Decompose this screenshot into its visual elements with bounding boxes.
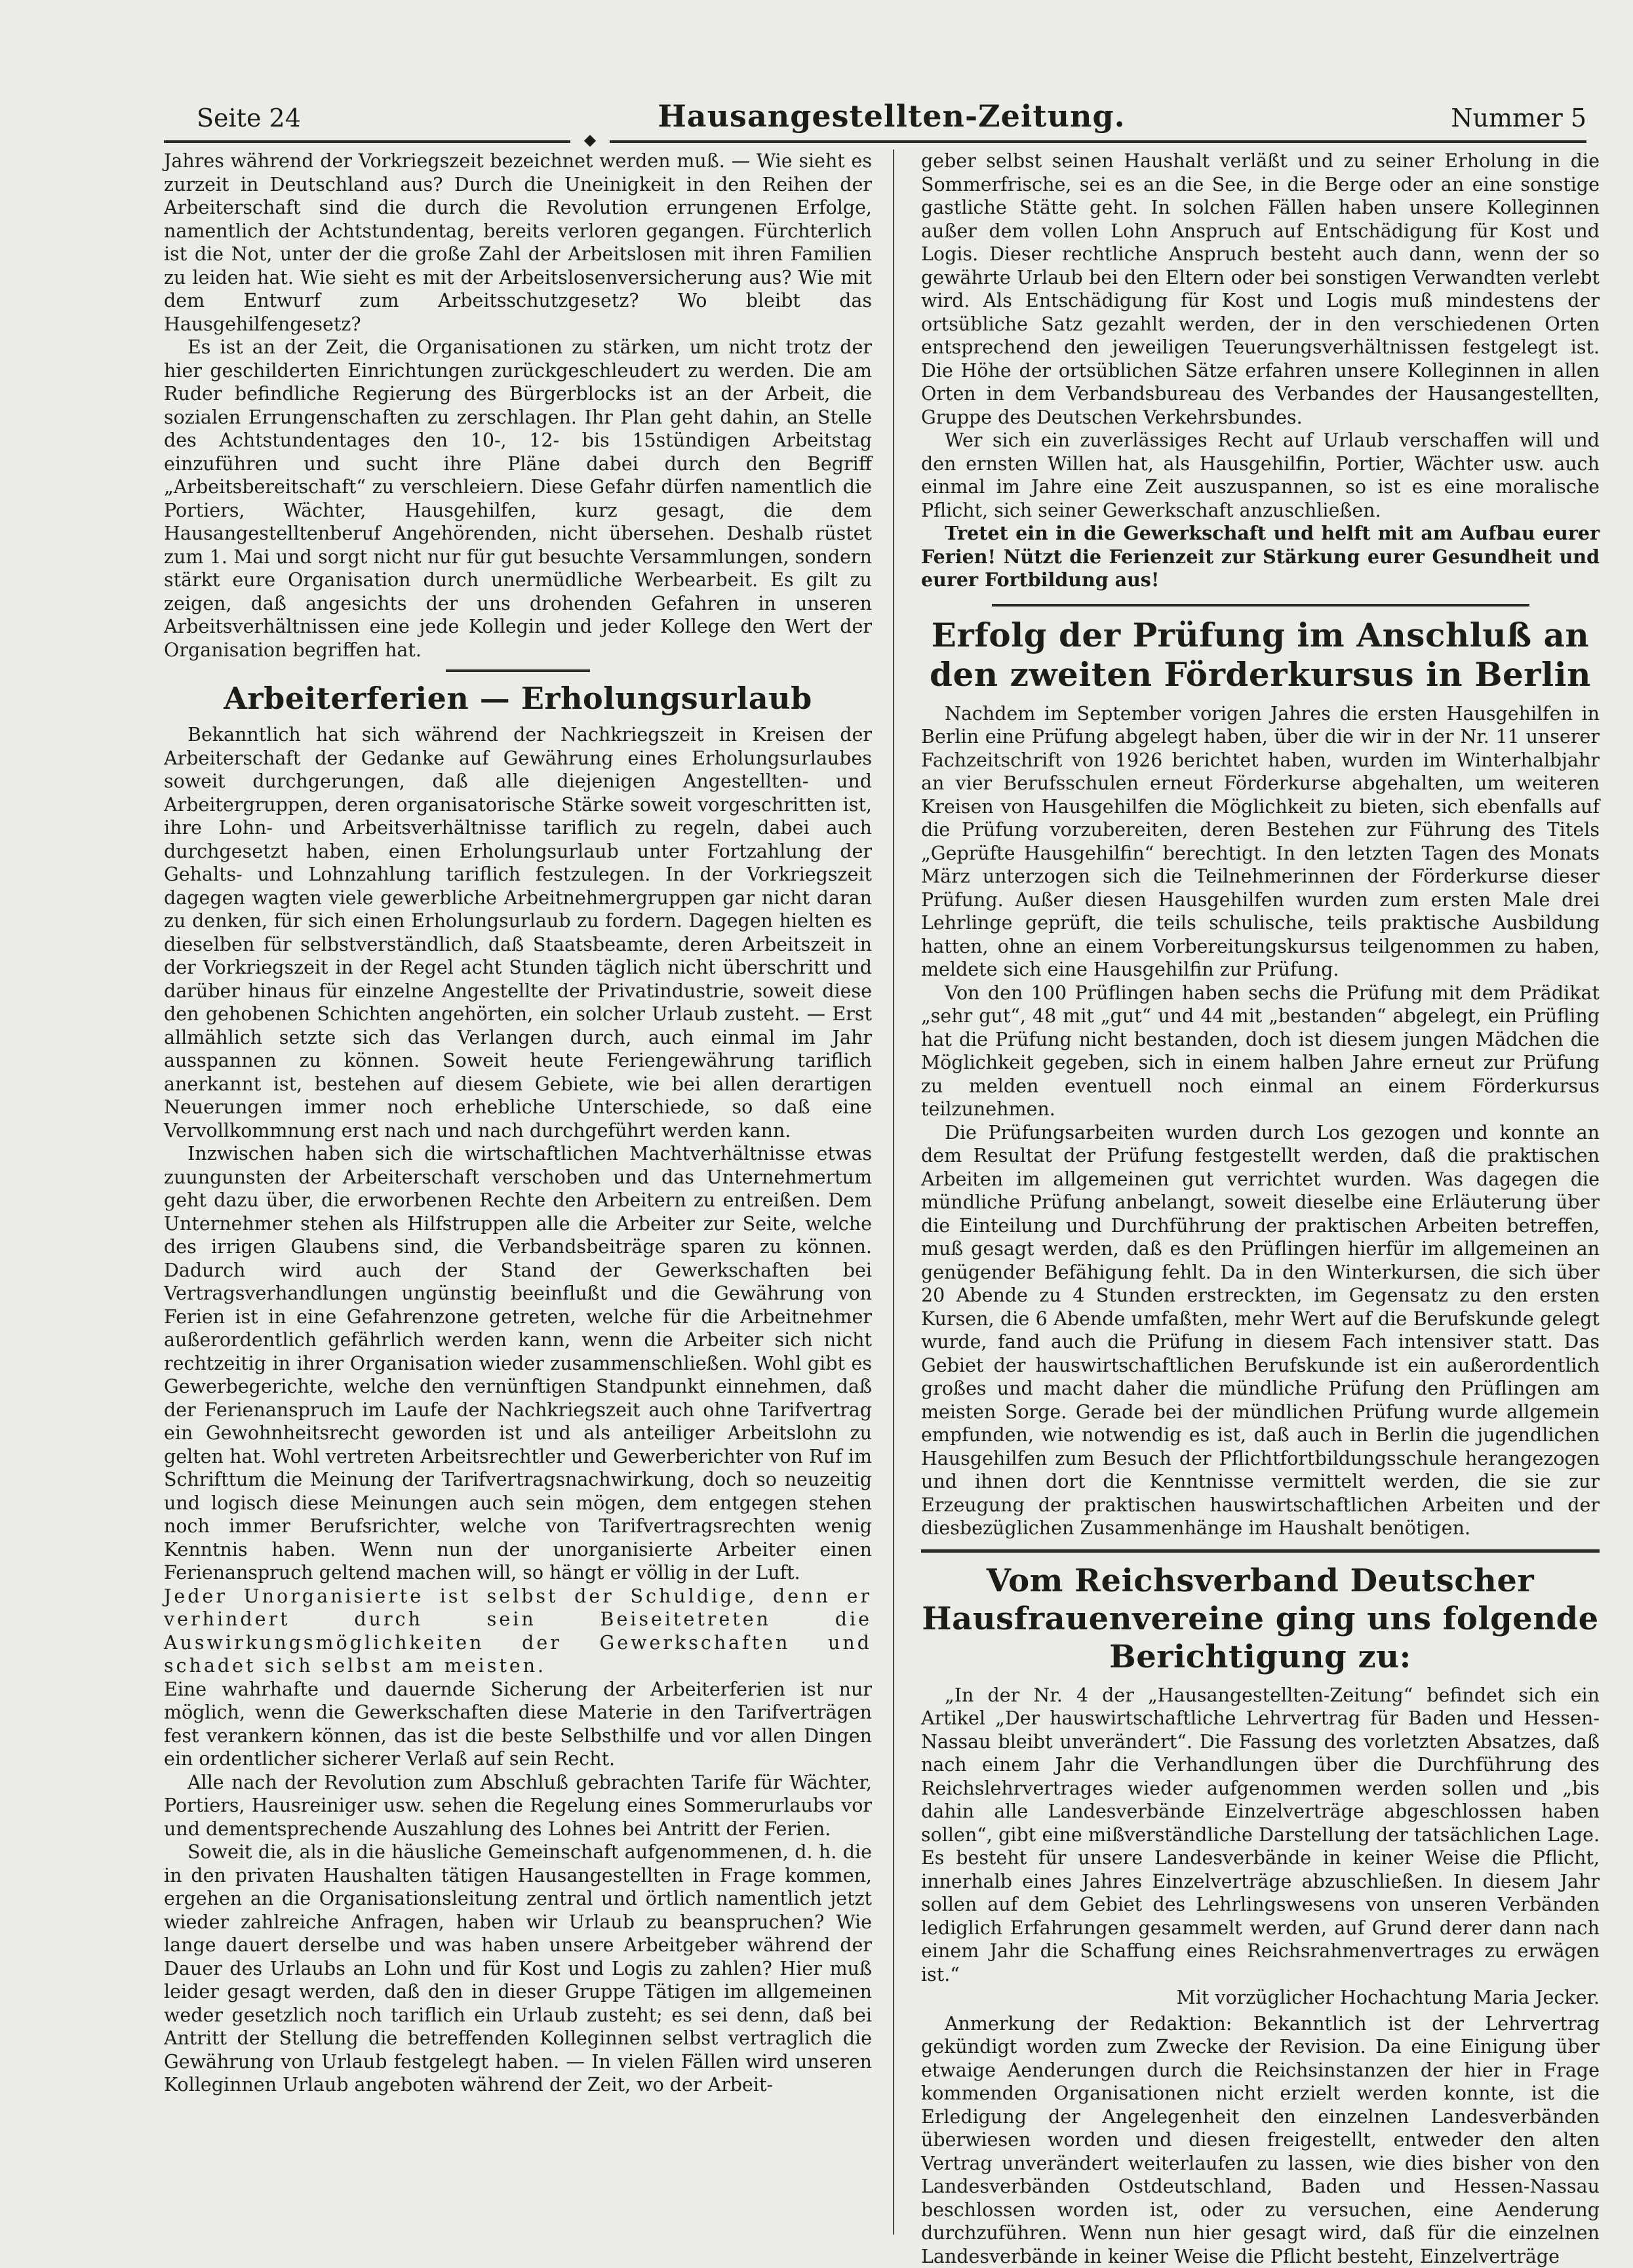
section-rule (992, 604, 1529, 607)
issue-number: Nummer 5 (1451, 104, 1586, 132)
right-column (921, 149, 1600, 2267)
article-paragraph: Eine wahrhafte und dauernde Sicherung der Arbeiterferien ist nur möglich, wenn die Gewerkschaften diese Materie in den Tarifverträgen fest verankern können, das ist die beste Selbsthilfe und vor allen Dingen ein ordentlicher sicherer Verlaß auf sein Recht. (164, 1678, 872, 1770)
page-number: Seite 24 (197, 104, 301, 132)
header-rule (164, 140, 1586, 143)
article-paragraph: Bekanntlich hat sich während der Nachkriegszeit in Kreisen der Arbeiterschaft der Gedanke auf Gewährung eines Erholungsurlaubes soweit durchgerungen, daß alle diejenigen Angestellten- und Arbeitergruppen, deren organisatorische Stärke soweit vorgeschritten ist, ihre Lohn- und Arbeitsverhältnisse tariflich zu regeln, dabei auch durchgesetzt haben, einen Erholungsurlaub unter Fortzahlung der Gehalts- und Lohnzahlung tariflich festzulegen. In der Vorkriegszeit dagegen wagten viele gewerbliche Arbeitnehmergruppen gar nicht daran zu denken, für sich einen Erholungsurlaub zu fordern. Dagegen hielten es dieselben für selbstverständlich, daß Staatsbeamte, deren Arbeitszeit in der Vorkriegszeit in der Regel acht Stunden täglich nicht überschritt und darüber hinaus für einzelne Angestellte der Privatindustrie, soweit diese den gehobenen Schichten angehörten, ein solcher Urlaub zusteht. — Erst allmählich setzte sich das Verlangen durch, auch einmal im Jahr ausspannen zu können. Soweit heute Feriengewährung tariflich anerkannt ist, bestehen auf diesem Gebiete, wie bei allen derartigen Neuerungen immer noch erhebliche Unterschiede, so daß eine Vervollkommnung erst nach und nach durchgeführt werden kann. (164, 724, 872, 1142)
signature: Mit vorzüglicher Hochachtung Maria Jecker. (1176, 1987, 1600, 2008)
article-title-arbeiterferien: Arbeiterferien — Erholungsurlaub (224, 681, 812, 716)
article-paragraph: Alle nach der Revolution zum Abschluß gebrachten Tarife für Wächter, Portiers, Hausreiniger usw. sehen die Regelung eines Sommerurlaubs vor und dementsprechende Auszahlung des Lohnes bei Antritt der Ferien. (164, 1771, 872, 1840)
column-divider (893, 149, 894, 2235)
newspaper-title: Hausangestellten-Zeitung. (658, 98, 1126, 134)
intro-paragraph: Es ist an der Zeit, die Organisationen zu stärken, um nicht trotz der hier geschilderten Einrichtungen zurückgeschleudert zu werden. Die am Ruder befindliche Regierung des Bürgerblocks ist an der Arbeit, die sozialen Errungenschaften zu zerschlagen. Ihr Plan geht dahin, an Stelle des Achtstundentages den 10-, 12- bis 15stündigen Arbeitstag einzuführen und sucht ihre Pläne dabei durch den Begriff „Arbeitsbereitschaft“ zu verschleiern. Diese Gefahr dürfen namentlich die Portiers, Wächter, Hausgehilfen, kurz gesagt, die dem Hausangestelltenberuf Angehörenden, nicht übersehen. Deshalb rüstet zum 1. Mai und sorgt nicht nur für gut besuchte Versammlungen, sondern stärkt eure Organisation durch unermüdliche Werbearbeit. Es gilt zu zeigen, daß angesichts der uns drohenden Gefahren in unseren Arbeitsverhältnissen eine jede Kollegin und jeder Kollege den Wert der Organisation begriffen hat. (164, 336, 872, 661)
left-column (164, 149, 872, 2235)
intro-paragraph: Jahres während der Vorkriegszeit bezeichnet werden muß. — Wie sieht es zurzeit in Deutschland aus? Durch die Uneinigkeit in den Reihen der Arbeiterschaft sind die durch die Revolution errungenen Erfolge, namentlich der Achtstundentag, bereits verloren gegangen. Fürchterlich ist die Not, unter der die große Zahl der Arbeitslosen mit ihren Familien zu leiden hat. Wie sieht es mit der Arbeitslosenversicherung aus? Wie mit dem Entwurf zum Arbeitsschutzgesetz? Wo bleibt das Hausgehilfengesetz? (164, 150, 872, 335)
continuation-paragraph: Wer sich ein zuverlässiges Recht auf Urlaub verschaffen will und den ernsten Willen hat, als Hausgehilfin, Portier, Wächter usw. auch einmal im Jahre eine Zeit auszuspannen, so ist es eine moralische Pflicht, sich seiner Gewerkschaft anzuschließen. (921, 429, 1600, 521)
article-paragraph: Die Prüfungsarbeiten wurden durch Los gezogen und konnte an dem Resultat der Prüfung festgestellt werden, daß die praktischen Arbeiten im allgemeinen gut verrichtet wurden. Was dagegen die mündliche Prüfung anbelangt, soweit dieselbe eine Erläuterung über die Einteilung und Durchführung der praktischen Arbeiten betreffen, muß gesagt werden, daß es den Prüflingen hierfür im allgemeinen an genügender Befähigung fehlt. Da in den Winterkursen, die sich über 20 Abende zu 4 Stunden erstreckten, im Gegensatz zu den ersten Kursen, die 6 Abende umfaßten, mehr Wert auf die Berufskunde gelegt wurde, fand auch die Prüfung in diesem Fach intensiver statt. Das Gebiet der hauswirtschaftlichen Berufskunde ist ein außerordentlich großes und macht daher die mündliche Prüfung den Prüflingen am meisten Sorge. Gerade bei der mündlichen Prüfung wurde allgemein empfunden, wie notwendig es ist, daß auch in Berlin die jugendlichen Hausgehilfen zum Besuch der Pflichtfortbildungsschule herangezogen und ihnen dort die Kenntnisse vermittelt werden, die sie zur Erzeugung der praktischen hauswirtschaftlichen Arbeiten und der diesbezüglichen Zusammenhänge im Haushalt benötigen. (921, 1121, 1600, 1539)
notice-title-reichsverband: Vom Reichsverband Deutscher Hausfrauenvereine ging uns folgende Berichtigung zu: (922, 1562, 1599, 1675)
article-paragraph: Inzwischen haben sich die wirtschaftlichen Machtverhältnisse etwas zuungunsten der Arbeiterschaft verschoben und das Unternehmertum geht dazu über, die erworbenen Rechte den Arbeitern zu entreißen. Dem Unternehmer stehen als Hilfstruppen alle die Arbeiter zur Seite, welche des irrigen Glaubens sind, die Verbandsbeiträge sparen zu können. Dadurch wird auch der Stand der Gewerkschaften bei Vertragsverhandlungen ungünstig beeinflußt und die Gewährung von Ferien ist in eine Gefahrenzone getreten, welche für die Arbeitnehmer außerordentlich gefährlich werden kann, wenn die Arbeiter sich nicht rechtzeitig in ihrer Organisation wieder zusammenschließen. Wohl gibt es Gewerbegerichte, welche den vernünftigen Standpunkt einnehmen, daß der Ferienanspruch im Laufe der Nachkriegszeit auch ohne Tarifvertrag ein Gewohnheitsrecht geworden ist und als anteiliger Arbeitslohn zu gelten hat. Wohl vertreten Arbeitsrechtler und Gewerberichter von Ruf im Schrifttum die Meinung der Tarifvertragsnachwirkung, doch so neuzeitig und logisch diese Meinungen auch sein mögen, dem entgegen stehen noch immer Berufsrichter, welche von Tarifvertragsrechten wenig Kenntnis haben. Wenn nun der unorganisierte Arbeiter einen Ferienanspruch geltend machen will, so hängt er völlig in der Luft. (164, 1143, 872, 1583)
article-title-pruefung: Erfolg der Prüfung im Anschluß an den zweiten Förderkursus in Berlin (930, 615, 1591, 694)
article-paragraph: Soweit die, als in die häusliche Gemeinschaft aufgenommenen, d. h. die in den privaten Haushalten tätigen Hausangestellten in Frage kommen, ergehen an die Organisationsleitung zentral und örtlich namentlich jetzt wieder zahlreiche Anfragen, haben wir Urlaub zu beanspruchen? Wie lange dauert derselbe und was haben unsere Arbeitgeber während der Dauer des Urlaubs an Lohn und für Kost und Logis zu zahlen? Hier muß leider gesagt werden, daß den in dieser Gruppe Tätigen im allgemeinen weder gesetzlich noch tariflich ein Urlaub zusteht; es sei denn, daß bei Antritt der Stellung die betreffenden Kolleginnen selbst vertraglich die Gewährung von Urlaub festgelegt haben. — In vielen Fällen wird unseren Kolleginnen Urlaub angeboten während der Zeit, wo der Arbeit- (164, 1841, 872, 2096)
running-head (197, 98, 1586, 151)
editor-note: Anmerkung der Redaktion: Bekanntlich ist der Lehrvertrag gekündigt worden zum Zwecke der Revision. Da eine Einigung über etwaige Aenderungen durch die Reichsinstanzen der hier in Frage kommenden Organisationen nicht erzielt werden konnte, ist die Erledigung der Angelegenheit den einzelnen Landesverbänden überwiesen worden und diesen freigestellt, entweder den alten Vertrag unverändert weiterlaufen zu lassen, wie dies bisher von den Landesverbänden Ostdeutschland, Baden und Hessen-Nassau beschlossen worden ist, oder zu versuchen, eine Aenderung durchzuführen. Wenn nun hier gesagt wird, daß für die einzelnen Landesverbände in keiner Weise die Pflicht besteht, Einzelverträge (921, 2012, 1600, 2267)
call-to-action: Tretet ein in die Gewerkschaft und helft mit am Aufbau eurer Ferien! Nützt die Ferienzeit zur Stärkung eurer Gesundheit und eurer Fortbildung aus! (921, 522, 1600, 591)
header-ornament: ◆ (570, 130, 610, 150)
section-rule (446, 669, 590, 672)
article-paragraph-emphasis: Jeder Unorganisierte ist selbst der Schuldige, denn er verhindert durch sein Beiseitetreten die Auswirkungsmöglichkeiten der Gewerkschaften und schadet sich selbst am meisten. (164, 1585, 872, 1677)
article-paragraph: Nachdem im September vorigen Jahres die ersten Hausgehilfen in Berlin eine Prüfung abgelegt haben, über die wir in der Nr. 11 unserer Fachzeitschrift von 1926 berichtet haben, wurden im Winterhalbjahr an vier Berufsschulen erneut Förderkurse abgehalten, um weiteren Kreisen von Hausgehilfen die Möglichkeit zu bieten, sich ebenfalls auf die Prüfung vorzubereiten, deren Bestehen zur Führung des Titels „Geprüfte Hausgehilfin“ berechtigt. In den letzten Tagen des Monats März unterzogen sich die Teilnehmerinnen der Förderkurse dieser Prüfung. Außer diesen Hausgehilfen wurden zum ersten Male drei Lehrlinge geprüft, die teils schulische, teils praktische Ausbildung hatten, ohne an einem Vorbereitungskursus teilgenommen zu haben, meldete sich eine Hausgehilfin zur Prüfung. (921, 702, 1600, 980)
article-paragraph: Von den 100 Prüflingen haben sechs die Prüfung mit dem Prädikat „sehr gut“, 48 mit „gut“ und 44 mit „bestanden“ abgelegt, ein Prüfling hat die Prüfung nicht bestanden, doch ist diesem jungen Mädchen die Möglichkeit gegeben, sich in einem halben Jahre erneut zur Prüfung zu melden eventuell noch einmal an einem Förderkursus teilzunehmen. (921, 982, 1600, 1120)
notice-paragraph: „In der Nr. 4 der „Hausangestellten-Zeitung“ befindet sich ein Artikel „Der hauswirtschaftliche Lehrvertrag für Baden und Hessen-Nassau bleibt unverändert“. Die Fassung des vorletzten Absatzes, daß nach einem Jahr die Verhandlungen über die Durchführung des Reichslehrvertrages wieder aufgenommen werden sollen und „bis dahin alle Landesverbände Einzelverträge abgeschlossen haben sollen“, gibt eine mißverständliche Darstellung der tatsächlichen Lage. Es besteht für unsere Landesverbände in keiner Weise die Pflicht, innerhalb eines Jahres Einzelverträge abzuschließen. In diesem Jahr sollen auf dem Gebiet des Lehrlingswesens von unseren Verbänden lediglich Erfahrungen gesammelt werden, auf Grund derer dann nach einem Jahr die Schaffung eines Reichsrahmenvertrages zu erwägen ist.“ (921, 1684, 1600, 1985)
continuation-paragraph: geber selbst seinen Haushalt verläßt und zu seiner Erholung in die Sommerfrische, sei es an die See, in die Berge oder an eine sonstige gastliche Stätte geht. In solchen Fällen haben unsere Kolleginnen außer dem vollen Lohn Anspruch auf Entschädigung für Kost und Logis. Dieser rechtliche Anspruch besteht auch dann, wenn der so gewährte Urlaub bei den Eltern oder bei sonstigen Verwandten verlebt wird. Als Entschädigung für Kost und Logis muß mindestens der ortsübliche Satz gezahlt werden, der in den verschiedenen Orten entsprechend den jeweiligen Teuerungsverhältnissen festgelegt ist. Die Höhe der ortsüblichen Sätze erfahren unsere Kolleginnen in allen Orten in dem Verbandsbureau des Verbandes der Hausangestellten, Gruppe des Deutschen Verkehrsbundes. (921, 150, 1600, 428)
section-rule (921, 1549, 1600, 1553)
